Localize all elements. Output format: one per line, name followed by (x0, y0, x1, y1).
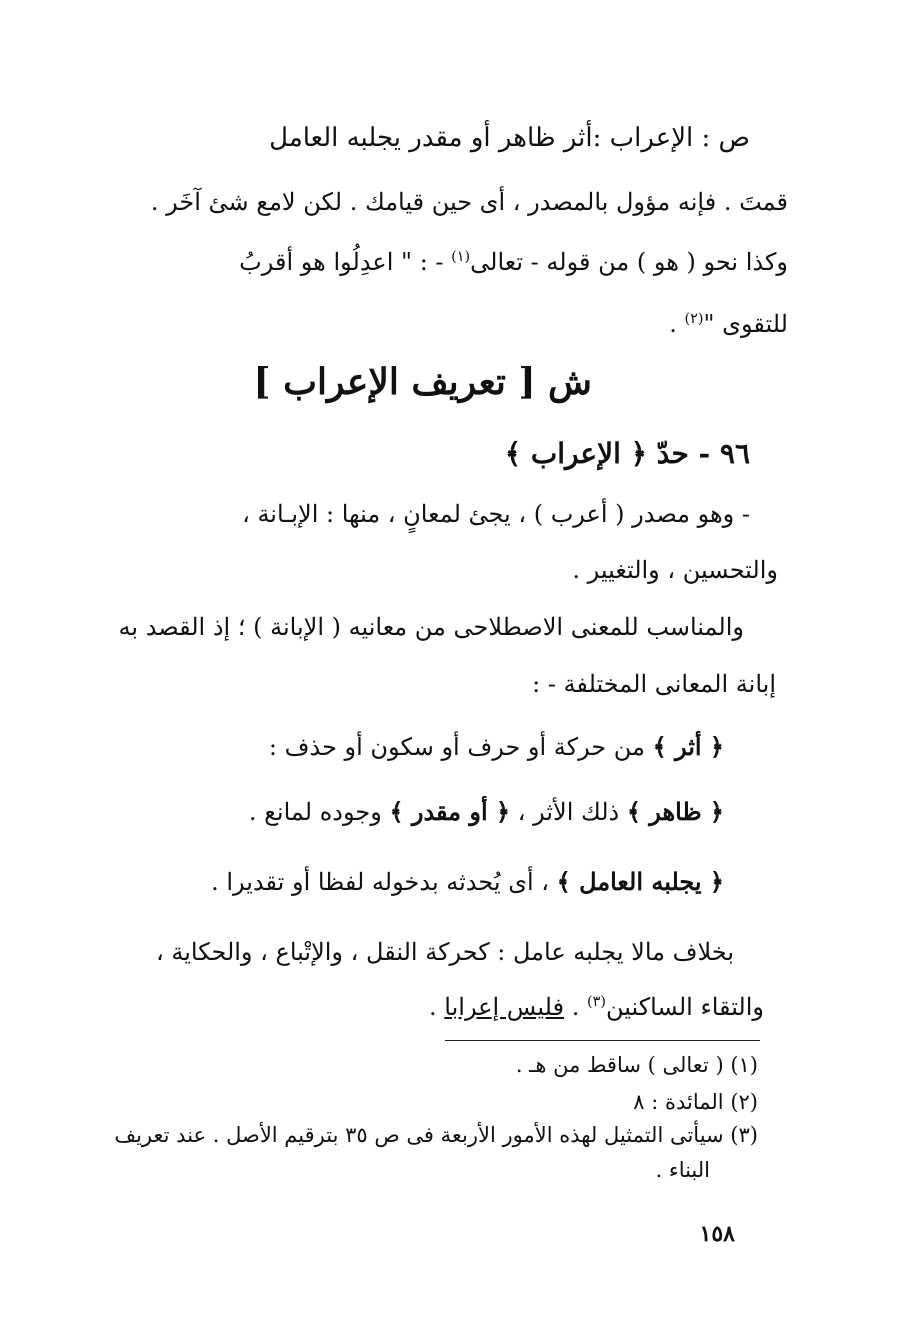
term-muqaddar: ﴿ أو مقدر ﴾ (389, 797, 511, 826)
term-yajlibuhu-al-amil: ﴿ يجلبه العامل ﴾ (556, 867, 724, 896)
text-line-4-end: . (669, 310, 685, 338)
term-zahir: ﴿ ظاهر ﴾ (626, 797, 724, 826)
footnote-ref-1: (١) (451, 249, 471, 265)
text-line-3 (239, 250, 788, 274)
section-title: ش [ تعريف الإعراب ] (253, 361, 592, 403)
text-line-4 (669, 312, 788, 336)
definition-muqaddar-text: وجوده لمانع . (248, 798, 390, 826)
definition-zahir (248, 797, 724, 826)
definition-athar-text: من حركة أو حرف أو سكون أو حذف : (268, 733, 653, 761)
paragraph-3-line-2-start: والتقاء الساكنين (605, 993, 764, 1021)
footnote-2: (٢) المائدة : ٨ (633, 1090, 758, 1114)
paragraph-3-line-2 (429, 995, 764, 1019)
subheading-96: ٩٦ - حدّ ﴿ الإعراب ﴾ (504, 437, 750, 470)
text-line-3-end: - : " اعدِلُوا هو أقربُ (239, 248, 452, 276)
footnote-divider (445, 1040, 760, 1041)
footnote-ref-3: (٣) (586, 994, 606, 1010)
paragraph-3-line-2-end: . (429, 993, 445, 1021)
paragraph-3-line-2-mid: . (564, 993, 587, 1021)
underlined-phrase: فليس إعرابا (444, 993, 565, 1021)
paragraph-1-line-1: - وهو مصدر ( أعرب ) ، يجئ لمعانٍ ، منها : الإبـانة ، (242, 500, 750, 528)
footnote-3: (٣) سيأتى التمثيل لهذه الأمور الأربعة فى ص ٣٥ بترقيم الأصل . عند تعريف (114, 1123, 758, 1147)
term-athar: ﴿ أثر ﴾ (652, 732, 724, 761)
footnote-3-continuation: البناء . (655, 1158, 710, 1182)
paragraph-3-line-1: بخلاف مالا يجلبه عامل : كحركة النقل ، والإتْباع ، والحكاية ، (155, 938, 734, 966)
page-number: ١٥٨ (699, 1221, 735, 1247)
footnote-ref-2: (٢) (684, 311, 704, 327)
footnote-1: (١) ( تعالى ) ساقط من هـ . (515, 1053, 758, 1077)
matn-heading-line: ص : الإعراب :أثر ظاهر أو مقدر يجلبه العامل (269, 123, 750, 153)
paragraph-2-line-1: والمناسب للمعنى الاصطلاحى من معانيه ( الإبانة ) ؛ إذ القصد به (118, 613, 744, 641)
paragraph-2-line-2: إبانة المعانى المختلفة - : (532, 670, 776, 698)
definition-amil (211, 867, 724, 896)
text-line-4-start: للتقوى " (703, 310, 788, 338)
definition-amil-text: ، أى يُحدثه بدخوله لفظا أو تقديرا . (211, 868, 557, 896)
text-line-2: قمتَ . فإنه مؤول بالمصدر ، أى حين قيامك . لكن لامع شئ آخَر . (150, 188, 788, 216)
definition-athar (268, 732, 724, 761)
paragraph-1-line-2: والتحسين ، والتغيير . (572, 556, 778, 584)
text-line-3-start: وكذا نحو ( هو ) من قوله - تعالى (470, 248, 788, 276)
definition-zahir-text: ذلك الأثر ، (510, 798, 627, 826)
